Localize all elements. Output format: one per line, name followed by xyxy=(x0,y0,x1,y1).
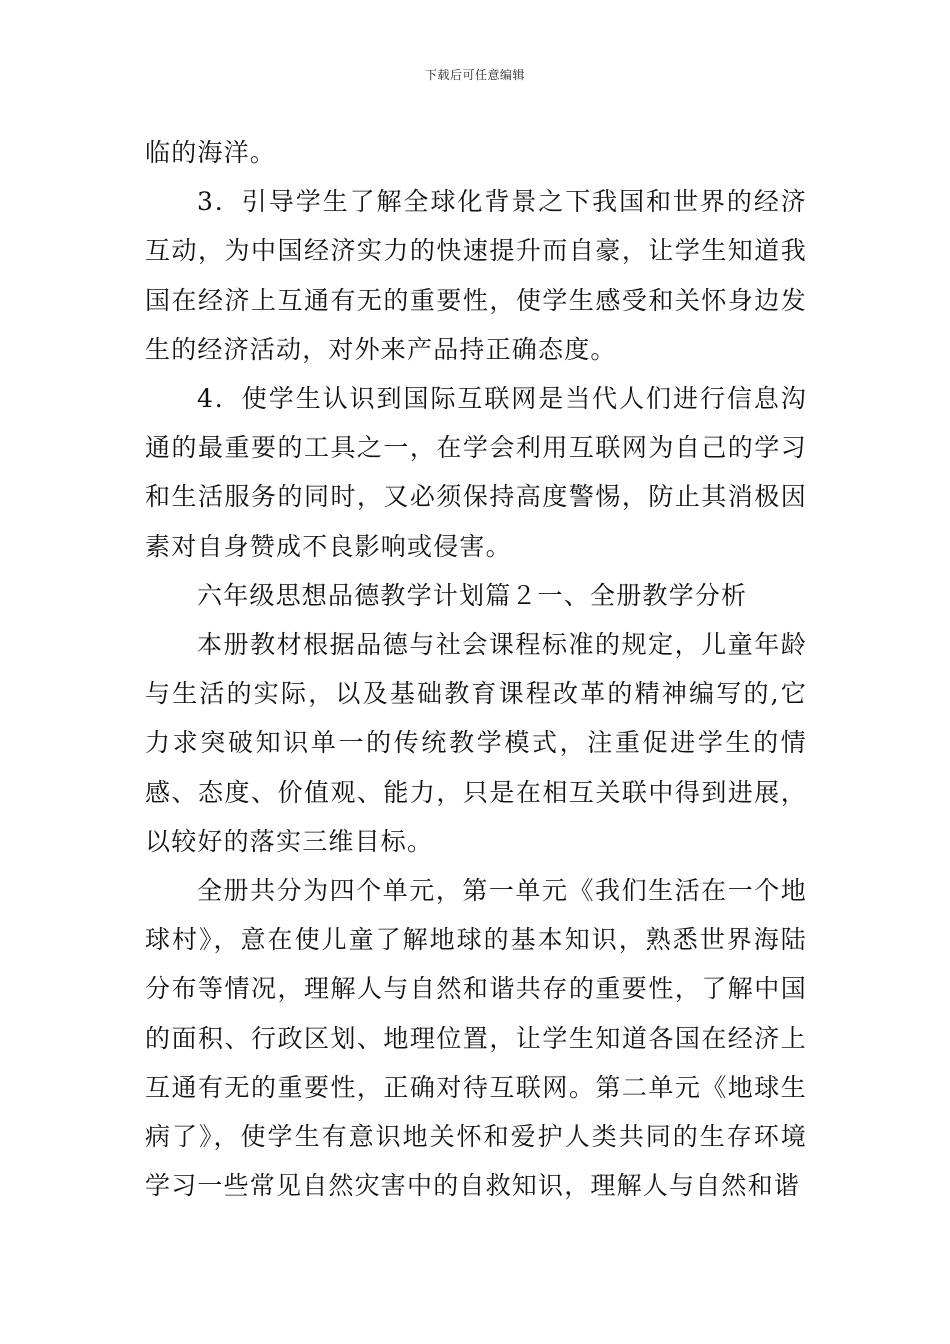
paragraph-4: 本册教材根据品德与社会课程标准的规定，儿童年龄与生活的实际，以及基础教育课程改革的精神编写的,它力求突破知识单一的传统教学模式，注重促进学生的情感、态度、价值观、能力，只是在相互关联中得到进展，以较好的落实三维目标。 xyxy=(145,630,807,856)
paragraph-5: 全册共分为四个单元，第一单元《我们生活在一个地球村》，意在使儿童了解地球的基本知识，熟悉世界海陆分布等情况，理解人与自然和谐共存的重要性，了解中国的面积、行政区划、地理位置，让学生知道各国在经济上互通有无的重要性，正确对待互联网。第二单元《地球生病了》，使学生有意识地关怀和爱护人类共同的生存环境学习一些常见自然灾害中的自救知识，理解人与自然和谐 xyxy=(145,876,807,1201)
header-note: 下载后可任意编辑 xyxy=(424,68,525,82)
section-heading: 六年级思想品德教学计划篇２一、全册教学分析 xyxy=(197,580,748,610)
paragraph-3: 4．使学生认识到国际互联网是当代人们进行信息沟通的最重要的工具之一，在学会利用互联网为自己的学习和生活服务的同时，又必须保持高度警惕，防止其消极因素对自身赞成不良影响或侵害。 xyxy=(145,384,807,561)
paragraph-1: 临的海洋。 xyxy=(145,138,277,167)
paragraph-2: 3．引导学生了解全球化背景之下我国和世界的经济互动，为中国经济实力的快速提升而自豪，让学生知道我国在经济上互通有无的重要性，使学生感受和关怀身边发生的经济活动，对外来产品持正确态度。 xyxy=(145,187,807,364)
document-body xyxy=(145,128,807,1210)
